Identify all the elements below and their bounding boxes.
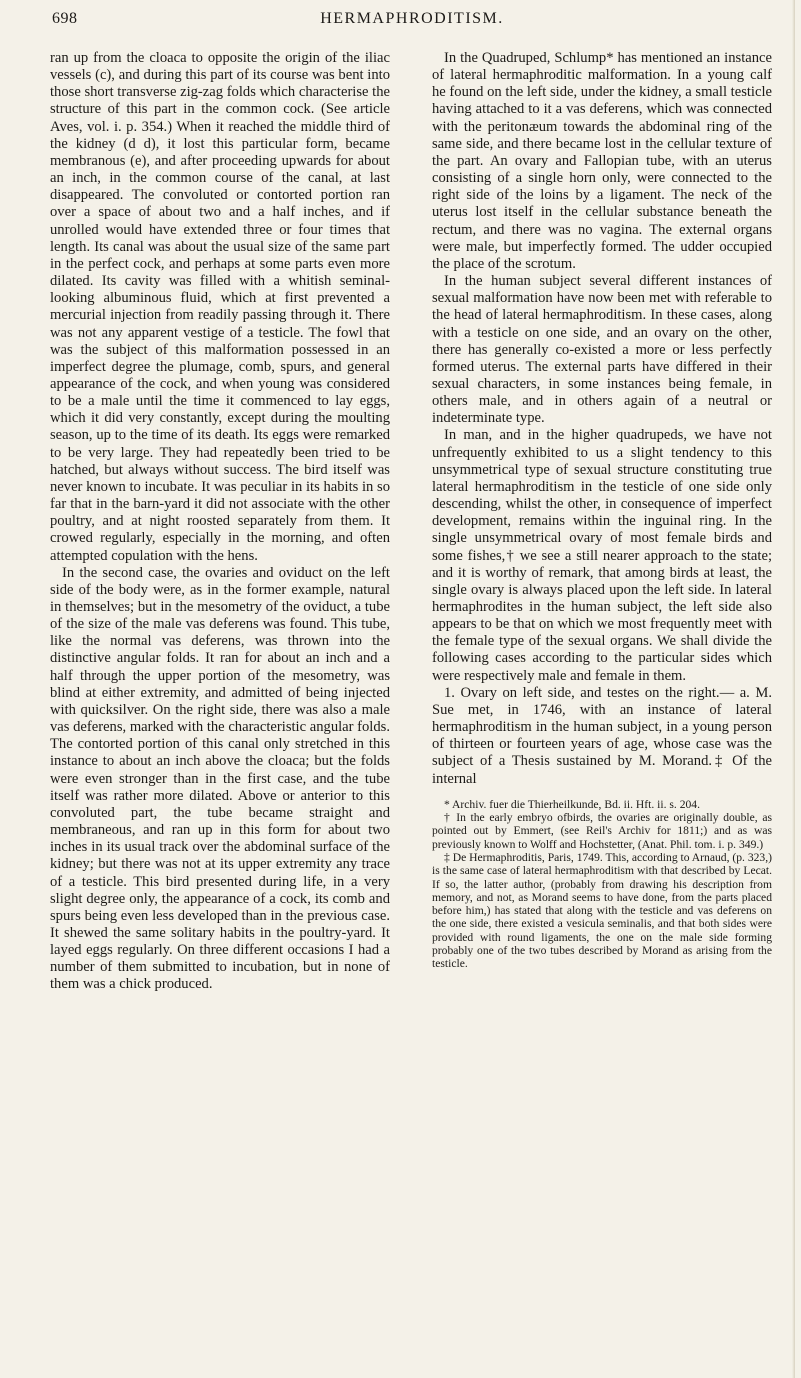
- right-paragraph-2: In the human subject several different instances of sexual malformation have now been met with referable to the head of lateral hermaphroditism. In these cases, along with a testicle on one side, and an ovary on the other, there has generally co-existed a more or less perfectly formed uterus. The external parts have differed in their sexual characters, in some instances being female, in others male, and in others again of a neutral or indeterminate type.: [432, 273, 772, 427]
- page-header: [52, 10, 772, 36]
- footnote-1: * Archiv. fuer die Thierheilkunde, Bd. ii. Hft. ii. s. 204.: [444, 797, 700, 811]
- left-paragraph-2: In the second case, the ovaries and oviduct on the left side of the body were, as in the former example, natural in themselves; but in the mesometry of the oviduct, a tube of the size of the male vas deferens was found. This tube, like the normal vas deferens, was thrown into the distinctive angular folds. It ran for about an inch and a half through the upper portion of the mesometry, was blind at either extremity, and admitted of being injected with quicksilver. On the right side, there was also a male vas deferens, marked with the characteristic angular folds. The contorted portion of this canal only stretched in this instance to about an inch above the cloaca; but the folds were even stronger than in the first case, and the tube itself was rather more dilated. Above or anterior to this convoluted part, the tube became straight and membraneous, and ran up in this form for about two inches in its usual track over the abdominal surface of the kidney; but there was not at its upper extremity any trace of a testicle. This bird presented during life, in a very slight degree only, the appearance of a cock, its comb and spurs being even less developed than in the previous case. It shewed the same solitary habits in the poultry-yard. It layed eggs regularly. On three different occasions I had a number of them submitted to incubation, but in none of them was a chick produced.: [50, 564, 390, 993]
- footnotes: [432, 798, 772, 971]
- left-column: [50, 50, 390, 994]
- right-paragraph-1: In the Quadruped, Schlump* has mentioned an instance of lateral hermaphroditic malformation. In a young calf he found on the left side, under the kidney, a small testicle having attached to it a vas deferens, which was connected with the peritonæum towards the abdominal ring of the same side, and there became lost in the cellular texture of the part. An ovary and Fallopian tube, with an uterus consisting of a single horn only, were connected to the right side of the loins by a ligament. The neck of the uterus lost itself in the cellular substance beneath the rectum, and there was no vagina. The external organs were male, but imperfectly formed. The udder occupied the place of the scrotum.: [432, 50, 772, 272]
- left-paragraph-1: ran up from the cloaca to opposite the origin of the iliac vessels (c), and during this part of its course was bent into those short transverse zig-zag folds which characterise the structure of this part in the common cock. (See article Aves, vol. i. p. 354.) When it reached the middle third of the kidney (d d), it lost this particular form, became membranous (e), and after proceeding upwards for about an inch, in the common course of the canal, at last disappeared. The convoluted or contorted portion ran over a space of about two and a half inches, and if unrolled would have extended three or four times that length. Its canal was about the usual size of the same part in the perfect cock, and perhaps at some parts even more dilated. Its cavity was filled with a whitish seminal-looking albuminous fluid, which at first prevented a mercurial injection from readily passing through it. There was not any apparent vestige of a testicle. The fowl that was the subject of this malformation possessed in an imperfect degree the plumage, comb, spurs, and general appearance of the cock, and when young was considered to be a male until the time it commenced to lay eggs, which it did very constantly, except during the moulting season, up to the time of its death. Its eggs were remarked to be very large. They had repeatedly been tried to be hatched, but always without success. The bird itself was never known to incubate. It was peculiar in its habits in so far that in the barn-yard it did not associate with the other poultry, and at night roosted separately from them. It crowed regularly, especially in the morning, and often attempted copulation with the hens.: [50, 50, 390, 564]
- right-paragraph-3: In man, and in the higher quadrupeds, we have not unfrequently exhibited to us a slight tendency to this unsymmetrical type of sexual structure constituting true lateral hermaphroditism in the testicle of one side only descending, whilst the other, in consequence of imperfect development, remains within the inguinal ring. In the single unsymmetrical ovary of most female birds and some fishes,† we see a still nearer approach to the state; and it is worthy of remark, that among birds at least, the single ovary is always placed upon the left side. In lateral hermaphrodites in the human subject, the left side also appears to be that on which we most frequently meet with the female type of the sexual organs. We shall divide the following cases according to the particular sides which were respectively male and female in them.: [432, 427, 772, 684]
- page-number: 698: [52, 10, 78, 27]
- running-title: HERMAPHRODITISM.: [320, 10, 504, 27]
- right-paragraph-4: 1. Ovary on left side, and testes on the right.— a. M. Sue met, in 1746, with an instance of lateral hermaphroditism in the human subject, in a young person of thirteen or fourteen years of age, whose case was the subject of a Thesis sustained by M. Morand.‡ Of the internal: [432, 684, 772, 787]
- footnote-3: ‡ De Hermaphroditis, Paris, 1749. This, according to Arnaud, (p. 323,) is the same case of lateral hermaphroditism with that described by Lecat. If so, the latter author, (probably from drawing his description from memory, and not, as Morand seems to have done, from the parts placed before him,) has stated that along with the testicle and vas deferens on the one side, there existed a vesicula seminalis, and that both sides were provided with round ligaments, the one on the male side forming probably one of the two tubes described by Morand as arising from the testicle.: [432, 850, 772, 971]
- right-column: [432, 50, 772, 971]
- footnote-2: † In the early embryo ofbirds, the ovaries are originally double, as pointed out by Emmert, (see Reil's Archiv for 1811;) and as was previously known to Wolff and Hochstetter, (Anat. Phil. tom. i. p. 349.): [432, 811, 772, 851]
- page-edge-shadow: [792, 0, 795, 1378]
